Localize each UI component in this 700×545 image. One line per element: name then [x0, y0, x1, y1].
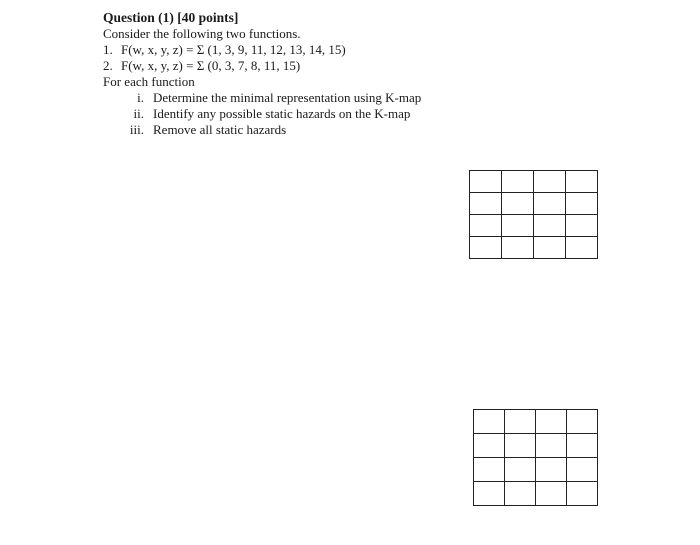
kmap-cell [470, 237, 502, 259]
task-numeral: ii. [133, 106, 144, 121]
task-text: Remove all static hazards [153, 122, 287, 137]
kmap-cell [567, 482, 598, 506]
kmap-cell [474, 410, 505, 434]
kmap-cell [534, 171, 566, 193]
kmap-cell [567, 458, 598, 482]
for-each-label: For each function [103, 74, 195, 89]
kmap-cell [534, 237, 566, 259]
kmap-cell [536, 458, 567, 482]
task-item-1 [103, 90, 663, 106]
function-item-1 [103, 42, 663, 58]
kmap-row [470, 171, 598, 193]
kmap-cell [502, 215, 534, 237]
task-text: Identify any possible static hazards on the K-map [153, 106, 411, 121]
kmap-cell [566, 171, 598, 193]
kmap-cell [534, 193, 566, 215]
kmap-cell [567, 434, 598, 458]
kmap-cell [502, 193, 534, 215]
function-number: 1. [103, 42, 113, 57]
question-title: Question (1) [40 points] [103, 10, 239, 25]
kmap-cell [566, 215, 598, 237]
kmap-row [474, 482, 598, 506]
kmap-cell [536, 482, 567, 506]
kmap-cell [536, 434, 567, 458]
kmap-row [470, 237, 598, 259]
kmap-cell [470, 215, 502, 237]
kmap-cell [470, 193, 502, 215]
kmap-row [474, 434, 598, 458]
kmap-cell [566, 193, 598, 215]
function-expression: F(w, x, y, z) = Σ (1, 3, 9, 11, 12, 13, 14, 15) [121, 42, 346, 57]
kmap-cell [502, 171, 534, 193]
function-item-2 [103, 58, 663, 74]
kmap-row [474, 458, 598, 482]
kmap-cell [566, 237, 598, 259]
task-numeral: iii. [129, 122, 144, 137]
kmap-cell [474, 434, 505, 458]
task-item-3 [103, 122, 663, 138]
kmap-grid-2 [473, 409, 598, 506]
task-numeral: i. [137, 90, 144, 105]
kmap-cell [505, 434, 536, 458]
kmap-cell [505, 458, 536, 482]
function-expression: F(w, x, y, z) = Σ (0, 3, 7, 8, 11, 15) [121, 58, 301, 73]
function-number: 2. [103, 58, 113, 73]
kmap-grid-1 [469, 170, 598, 259]
question-block [103, 10, 663, 138]
kmap-cell [502, 237, 534, 259]
kmap-row [470, 193, 598, 215]
kmap-cell [567, 410, 598, 434]
kmap-cell [470, 171, 502, 193]
kmap-cell [534, 215, 566, 237]
question-intro: Consider the following two functions. [103, 26, 301, 41]
kmap-cell [474, 458, 505, 482]
task-item-2 [103, 106, 663, 122]
kmap-cell [474, 482, 505, 506]
kmap-cell [536, 410, 567, 434]
kmap-cell [505, 482, 536, 506]
kmap-cell [505, 410, 536, 434]
task-text: Determine the minimal representation using K-map [153, 90, 422, 105]
kmap-row [470, 215, 598, 237]
kmap-row [474, 410, 598, 434]
